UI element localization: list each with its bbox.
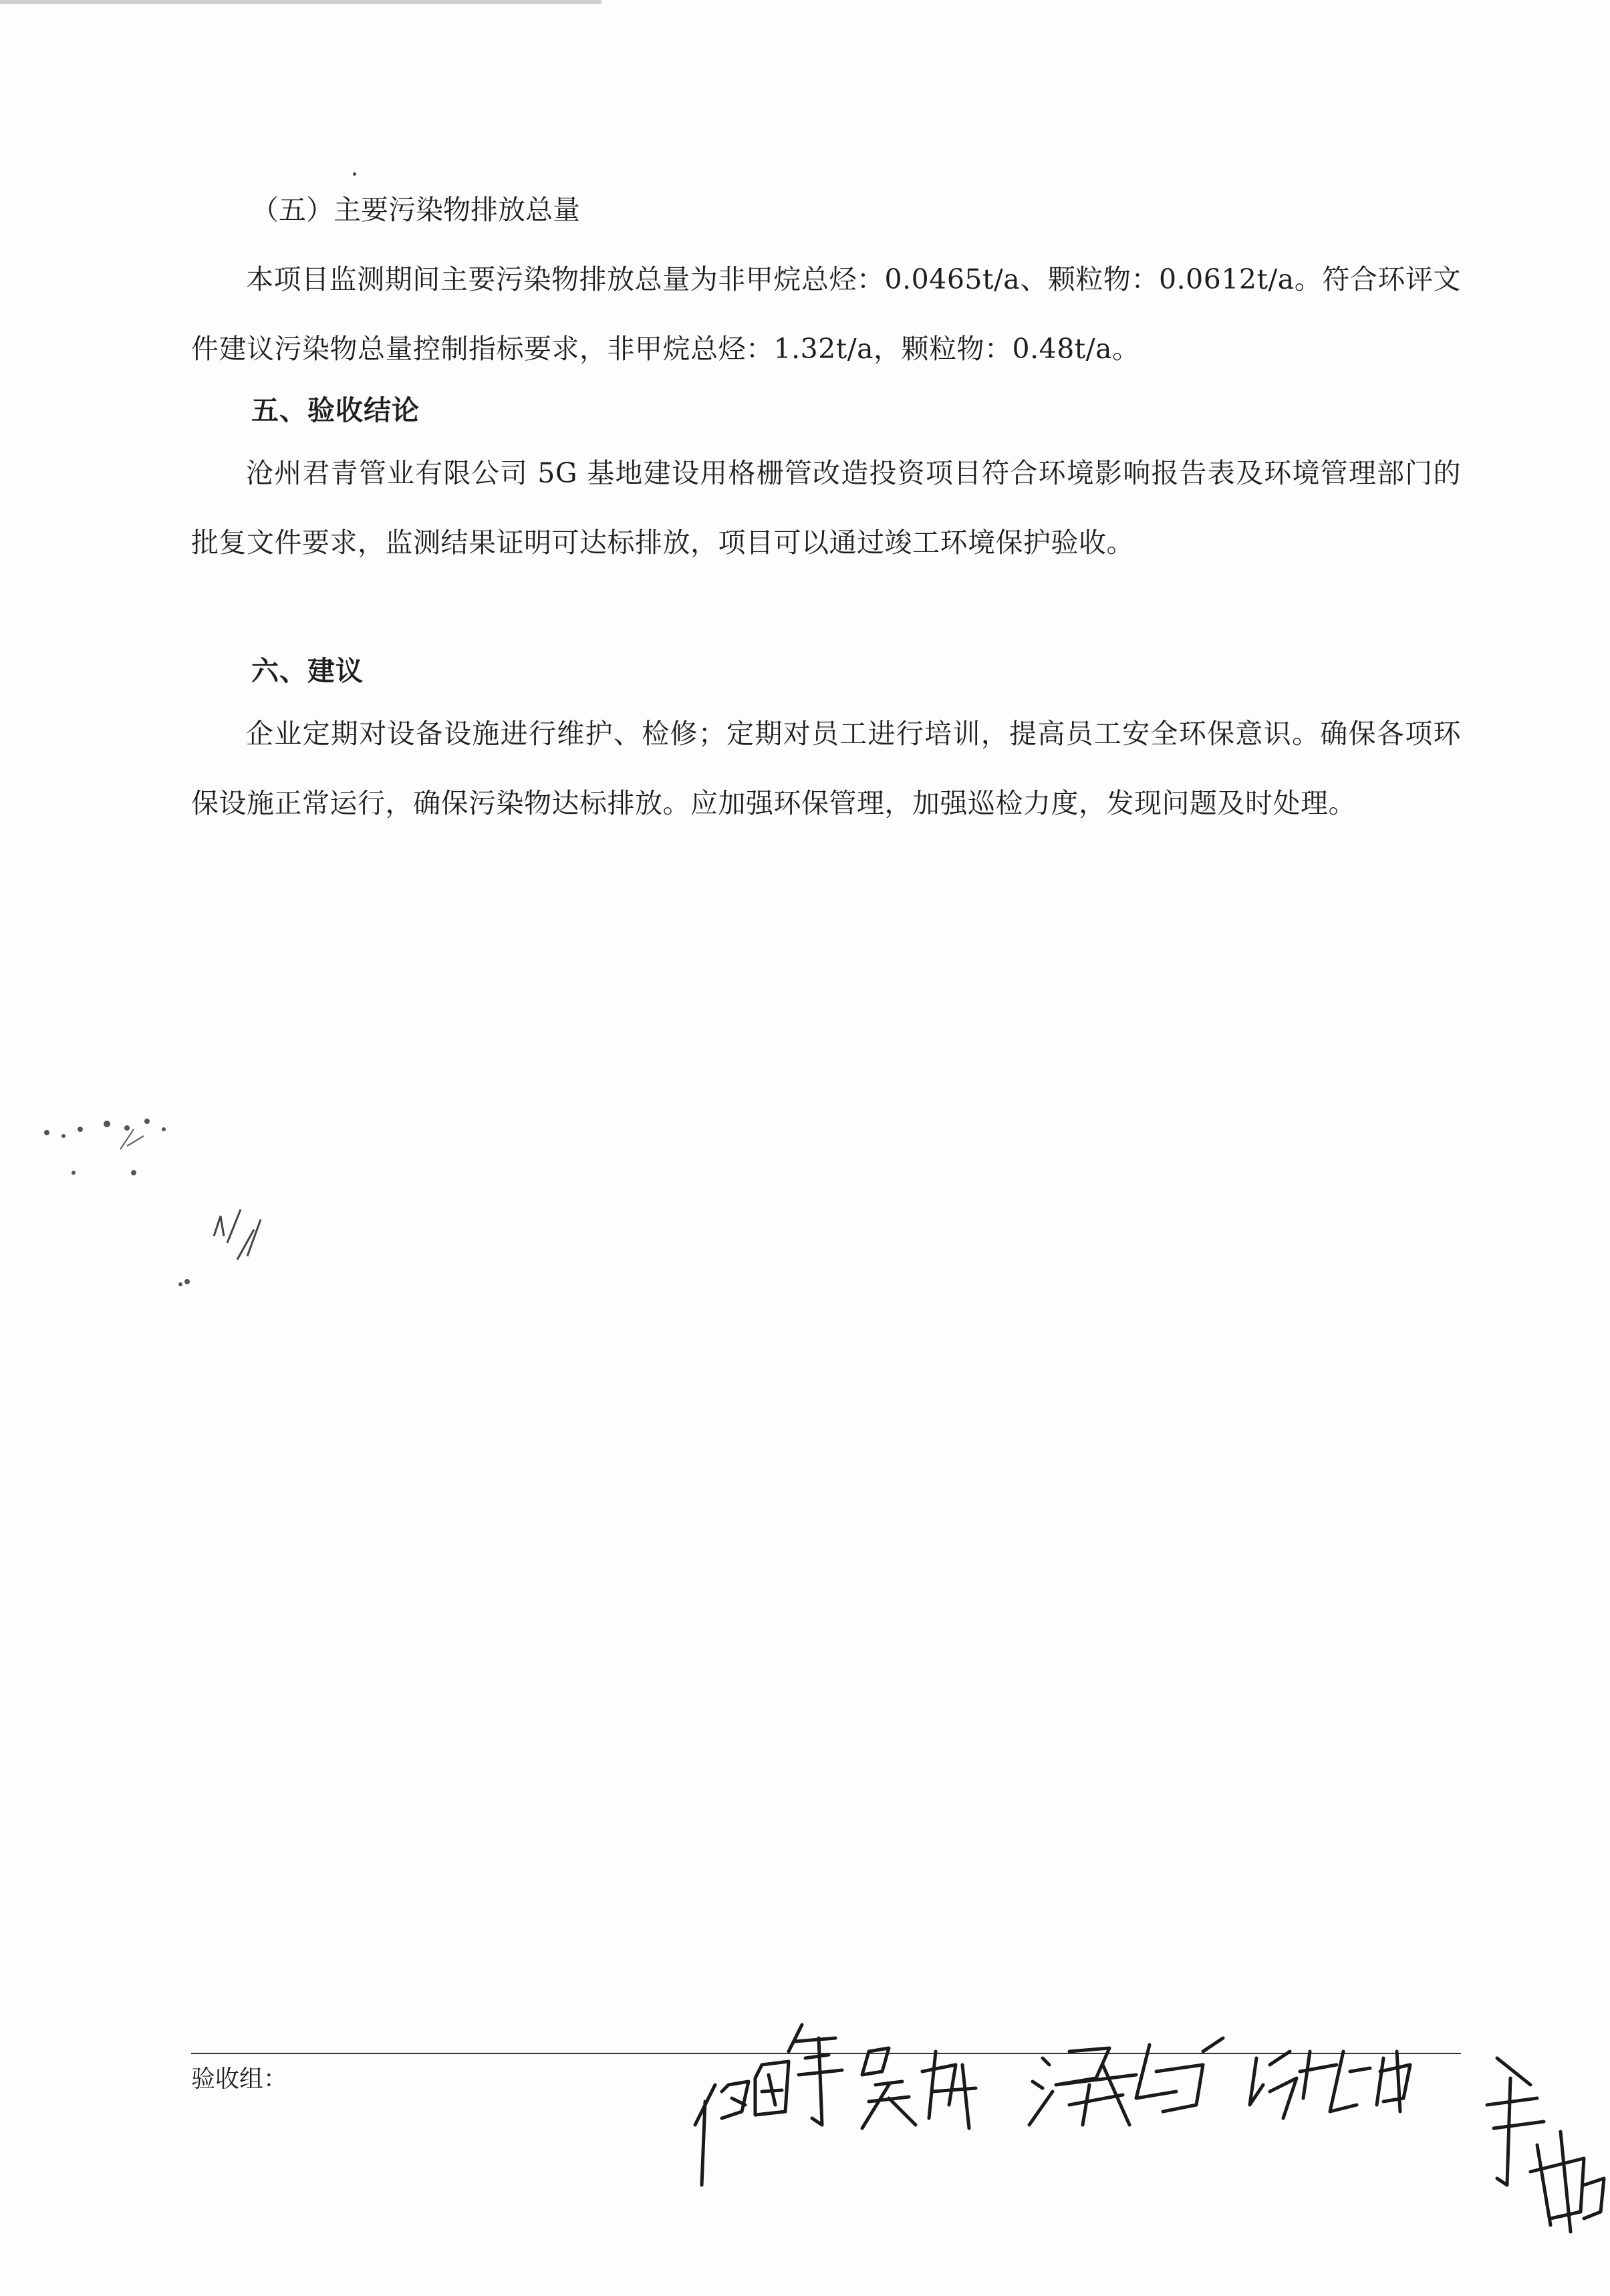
conclusion-heading: 五、验收结论	[251, 394, 420, 426]
conclusion-paragraph: 沧州君青管业有限公司 5G 基地建设用格栅管改造投资项目符合环境影响报告表及环境管理部门的批复文件要求，监测结果证明可达标排放，项目可以通过竣工环境保护验收。	[191, 457, 1461, 559]
scan-edge	[0, 0, 601, 4]
handwritten-signatures	[668, 2011, 1610, 2296]
ink-smudge	[27, 1109, 200, 1310]
pollutant-paragraph: 本项目监测期间主要污染物排放总量为非甲烷总烃：0.0465t/a、颗粒物：0.0612t/a。符合环评文件建议污染物总量控制指标要求，非甲烷总烃：1.32t/a，颗粒物：0.48t/a。	[191, 263, 1461, 365]
acceptance-group-label: 验收组：	[191, 2065, 288, 2093]
suggestion-paragraph: 企业定期对设备设施进行维护、检修；定期对员工进行培训，提高员工安全环保意识。确保各项环保设施正常运行，确保污染物达标排放。应加强环保管理，加强巡检力度，发现问题及时处理。	[191, 718, 1461, 819]
pollutant-heading: （五）主要污染物排放总量	[251, 194, 580, 226]
ink-smudge-2	[200, 1203, 281, 1276]
suggestion-heading: 六、建议	[251, 655, 364, 687]
